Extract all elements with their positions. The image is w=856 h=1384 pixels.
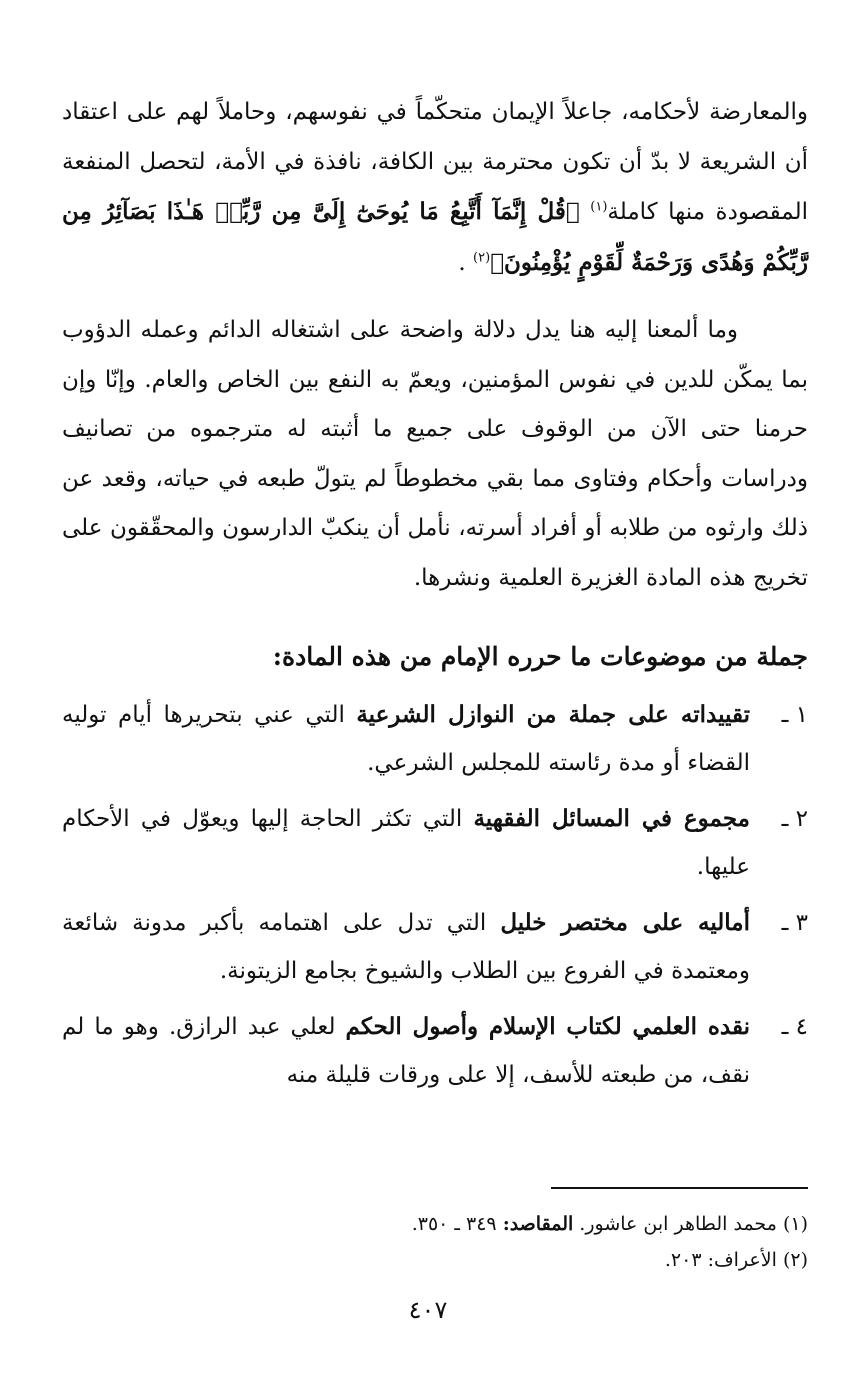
topic-item-4 — [62, 1003, 808, 1099]
footnote-divider — [551, 1187, 808, 1189]
footnote-2 — [62, 1242, 808, 1278]
topic-description: لعلي عبد الرازق. وهو ما لم نقف، من طبعته للأسف، إلا على ورقات قليلة منه — [62, 1014, 750, 1088]
topic-text — [62, 1003, 750, 1099]
topic-number: ٤ ـ — [781, 1014, 808, 1040]
page-number: ٤٠٧ — [408, 1296, 448, 1324]
topic-title: الإسلام وأصول الحكم — [345, 1013, 556, 1040]
footnote-source-title: المقاصد: — [502, 1213, 574, 1235]
paragraph-1 — [62, 88, 808, 288]
paragraph-2: وما ألمعنا إليه هنا يدل دلالة واضحة على اشتغاله الدائم وعمله الدؤوب بما يمكّن للدين في نفوس المؤمنين، ويعمّ به النفع بين الخاص والعام. وإنّا وإن حرمنا حتى الآن من الوقوف على جميع ما أثبته له مترجموه من تصانيف ودراسات وأحكام وفتاوى مما بقي مخطوطاً لم يتولّ طبعه في حياته، وقعد عن ذلك وارثوه من طلابه أو أفراد أسرته، نأمل أن ينكبّ الدارسون والمحقّقون على تخريج هذه المادة الغزيرة العلمية ونشرها. — [62, 317, 808, 591]
footnote-number: (١) — [782, 1213, 808, 1235]
footnote-ref-2: (٢) — [473, 249, 491, 265]
topic-item-3 — [62, 899, 808, 995]
topic-text — [62, 691, 750, 787]
footnote-text: محمد الطاهر ابن عاشور. — [573, 1213, 777, 1235]
topic-number: ١ ـ — [781, 702, 808, 728]
topic-list — [62, 691, 808, 1099]
topic-title: أماليه على مختصر خليل — [500, 909, 750, 936]
page-body — [62, 88, 808, 1107]
footnote-1 — [62, 1206, 808, 1242]
footnotes — [62, 1206, 808, 1278]
topic-text — [62, 899, 750, 995]
topic-description: التي عني بتحريرها أيام توليه القضاء أو مدة رئاسته للمجلس الشرعي. — [62, 702, 750, 776]
footnote-ref-1: (١) — [590, 199, 608, 215]
paragraph-1-end: . — [458, 249, 474, 276]
topic-number: ٢ ـ — [781, 806, 808, 832]
topic-number: ٣ ـ — [781, 910, 808, 936]
topic-title: تقييداته على جملة من النوازل الشرعية — [356, 701, 750, 728]
quran-verse: ﴿قُلْ إِنَّمَآ أَتَّبِعُ مَا يُوحَىٰٓ إِلَىَّ مِن رَّبِّىۚ هَـٰذَا بَصَآئِرُ مِن رَّبِّكُمْ وَهُدًى وَرَحْمَةٌ لِّقَوْمٍ يُؤْمِنُونَ﴾ — [62, 198, 808, 276]
paragraph-1-text: والمعارضة لأحكامه، جاعلاً الإيمان متحكّماً في نفوسهم، وحاملاً لهم على اعتقاد أن الشريعة لا بدّ أن تكون محترمة بين الكافة، نافذة في الأمة، لتحصل المنفعة المقصودة منها كاملة — [62, 99, 808, 225]
topic-item-1 — [62, 691, 808, 787]
topic-title: مجموع في المسائل الفقهية — [473, 805, 750, 832]
topic-item-2 — [62, 795, 808, 891]
section-heading: جملة من موضوعات ما حرره الإمام من هذه المادة: — [272, 642, 808, 671]
topic-description: التي تدل على اهتمامه بأكبر مدونة شائعة ومعتمدة في الفروع بين الطلاب والشيوخ بجامع الزيتونة. — [62, 910, 750, 984]
topic-text — [62, 795, 750, 891]
topic-title-prefix: نقده العلمي لكتاب — [555, 1013, 750, 1040]
footnote-text: الأعراف: ٢٠٣. — [664, 1249, 777, 1271]
topic-description: التي تكثر الحاجة إليها ويعوّل في الأحكام عليها. — [62, 806, 750, 880]
footnote-number: (٢) — [782, 1249, 808, 1271]
footnote-pages: ٣٤٩ ـ ٣٥٠. — [411, 1213, 503, 1235]
